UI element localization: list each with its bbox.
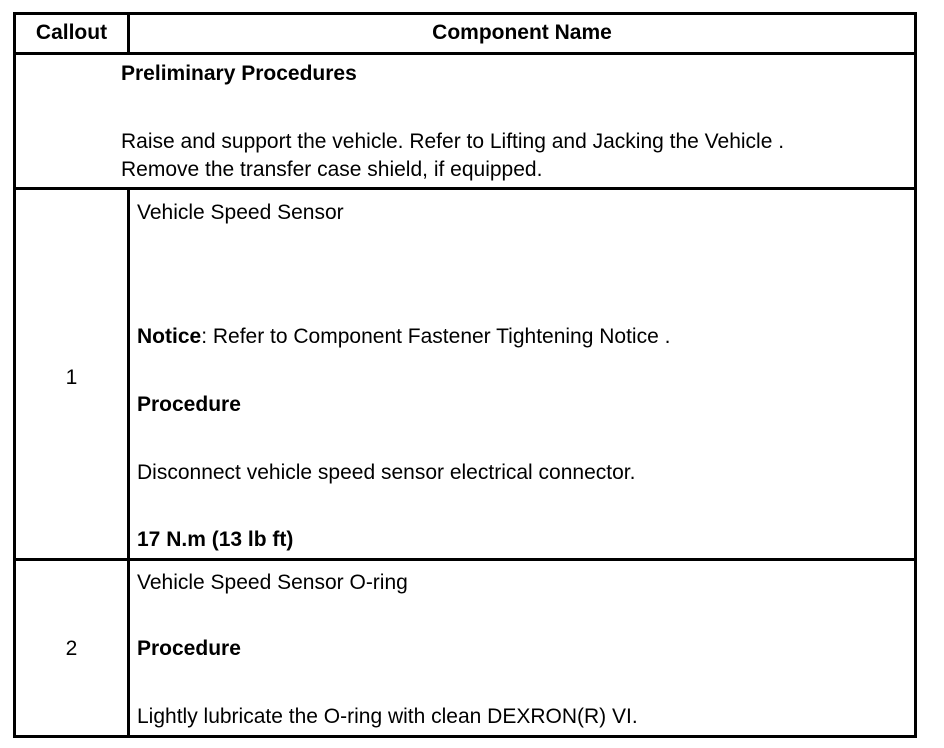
header-divider — [13, 52, 917, 55]
preliminary-divider — [13, 187, 917, 190]
row2-procedure-text: Lightly lubricate the O-ring with clean DEXRON(R) VI. — [137, 705, 638, 728]
preliminary-line-1: Raise and support the vehicle. Refer to Lifting and Jacking the Vehicle . — [121, 130, 785, 153]
row1-torque: 17 N.m (13 lb ft) — [137, 528, 294, 551]
row1-component-name: Vehicle Speed Sensor — [137, 201, 344, 224]
row1-procedure-text: Disconnect vehicle speed sensor electrical connector. — [137, 461, 636, 484]
row1-notice-text: : Refer to Component Fastener Tightening Notice . — [201, 325, 671, 348]
body-column-divider — [127, 187, 130, 738]
preliminary-title: Preliminary Procedures — [121, 62, 357, 85]
row1-procedure-label: Procedure — [137, 393, 241, 416]
row2-component-name: Vehicle Speed Sensor O-ring — [137, 571, 408, 594]
row1-notice-label: Notice — [137, 325, 202, 348]
row1-callout: 1 — [65, 366, 78, 389]
header-callout: Callout — [35, 21, 108, 44]
row2-procedure-label: Procedure — [137, 637, 241, 660]
row1-notice — [137, 325, 670, 349]
row2-callout: 2 — [65, 637, 78, 660]
preliminary-line-2: Remove the transfer case shield, if equipped. — [121, 158, 543, 181]
row1-divider — [13, 558, 917, 561]
procedure-table — [13, 12, 917, 738]
header-component-name: Component Name — [432, 21, 612, 44]
